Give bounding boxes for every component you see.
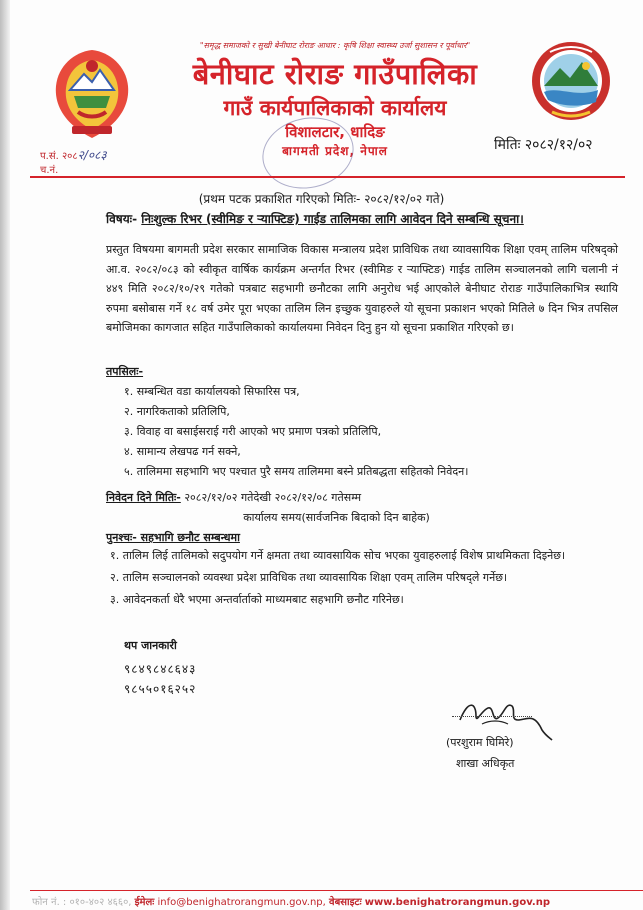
contact-phone: ९८४९८४८६४३	[124, 662, 197, 676]
list-item: २. तालिम सञ्चालनको व्यवस्था प्रदेश प्राविधिक तथा व्यावसायिक शिक्षा एवम् तालिम परिषद्ले गर्नेछ।	[110, 571, 508, 584]
required-documents-list	[124, 382, 604, 482]
municipality-logo	[530, 40, 612, 122]
subject-text: निःशुल्क रिभर (स्वीमिङ र ऱ्याफ्टिङ) गाईड तालिमका लागि आवेदन दिने सम्बन्धि सूचना।	[141, 212, 524, 226]
list-item: ५. तालिममा सहभागि भए पश्चात पुरै समय तालिममा बस्ने प्रतिबद्धता सहितको निवेदन।	[124, 465, 469, 478]
office-hours-note: कार्यालय समय(सार्वजनिक बिदाको दिन बाहेक)	[243, 511, 430, 524]
punah-heading: पुनश्चः- सहभागि छनौट सम्बन्धमा	[106, 531, 240, 544]
footer-phone: फोन नं. : ०१०-४०२ ४६६०,	[32, 897, 132, 908]
patra-label: प.सं. २०८	[40, 151, 78, 162]
tapsil-heading: तपसिलः-	[106, 365, 144, 378]
office-name: गाउँ कार्यपालिकाको कार्यालय	[223, 96, 447, 120]
list-item: १. तालिम लिई तालिमको सदुपयोग गर्ने क्षमता तथा व्यावसायिक सोच भएका युवाहरुलाई विशेष प्राथमिकता दिइनेछ।	[110, 549, 566, 562]
list-item: ३. आवेदनकर्ता धेरै भएमा अन्तर्वार्ताको माध्यमबाट सहभागि छनौट गरिनेछ।	[110, 593, 404, 606]
apply-range: २०८२/१२/०२ गतेदेखी २०८२/१२/०८ गतेसम्म	[184, 491, 362, 504]
municipality-name: बेनीघाट रोराङ गाउँपालिका	[192, 57, 478, 91]
municipality-motto: "समृद्ध समाजको र सुखी बेनीघाट रोराङ आधार : कृषि शिक्षा स्वास्थ्य उर्जा सुशासन र पूर्वाधार"	[199, 41, 471, 50]
footer-website: www.benighatrorangmun.gov.np	[364, 897, 550, 908]
footer-email: info@benighatrorangmun.gov.np,	[157, 897, 326, 908]
subject-label: विषयः-	[106, 212, 138, 226]
footer-email-label: ईमेलः	[134, 897, 155, 908]
notice-body: प्रस्तुत विषयमा बागमती प्रदेश सरकार सामाजिक विकास मन्त्रालय प्रदेश प्राविधिक तथा व्यावसायिक शिक्षा एवम् तालिम परिषद्को आ.व. २०८२/०८३ को स्वीकृत वार्षिक कार्यक्रम अन्तर्गत रिभर (स्वीमिङ र ऱ्याफ्टिङ) गाईड तालिम सञ्चालनको लागि चलानी नं ४४९ मिति २०८२/१०/२९ गतेको पत्रबाट सहभागी छनौटका लागि अनुरोध भई आएकोले बेनीघाट रोराङ गाउँपालिकाभित्र स्थायि रुपमा बसोबास गर्ने १८ वर्ष उमेर पूरा भएका तालिम लिन इच्छुक युवाहरुले यो सूचना प्रकाशन भएको मितिले ७ दिन भित्र तपसिल बमोजिमका कागजात सहित गाउँपालिकाको कार्यालयमा निवेदन दिनु हुन यो सूचना प्रकाशित गरिएको छ।	[106, 243, 618, 334]
scan-edge-shadow	[0, 0, 10, 910]
signature-line	[452, 716, 532, 717]
selection-criteria-list	[110, 546, 620, 612]
footer-web-label: वेबसाइटः	[329, 897, 362, 908]
signatory-name: (परशुराम घिमिरे)	[446, 736, 514, 749]
list-item: १. सम्बन्धित वडा कार्यालयको सिफारिस पत्र,	[124, 385, 300, 398]
application-dates	[106, 490, 361, 505]
footer-contact	[32, 894, 643, 908]
letter-date: मितिः २०८२/१२/०२	[494, 137, 593, 153]
signatory-designation: शाखा अधिकृत	[456, 757, 515, 770]
list-item: ४. सामान्य लेखपढ गर्न सक्ने,	[124, 445, 241, 458]
patra-sankhya	[40, 146, 107, 163]
letterhead-divider	[30, 176, 625, 178]
nepal-emblem-logo	[48, 46, 136, 142]
apply-label: निवेदन दिने मितिः-	[106, 491, 181, 504]
office-location: विशालटार, धादिङ	[285, 123, 385, 141]
notice-subject	[106, 210, 606, 227]
province-name: बागमती प्रदेश, नेपाल	[282, 144, 388, 158]
chalani-number: च.नं.	[40, 165, 59, 176]
list-item: ३. विवाह वा बसाईसराई गरी आएको भए प्रमाण पत्रको प्रतिलिपि,	[124, 425, 382, 438]
list-item: २. नागरिकताको प्रतिलिपि,	[124, 405, 230, 418]
publish-date-line: (प्रथम पटक प्रकाशित गरिएको मितिः- २०८२/१२/०२ गते)	[198, 192, 445, 206]
footer-divider	[30, 890, 643, 891]
patra-handwritten: २/०८३	[77, 148, 107, 162]
more-info-label: थप जानकारी	[124, 639, 177, 652]
contact-phone: ९८५५०१६२५२	[124, 682, 197, 696]
